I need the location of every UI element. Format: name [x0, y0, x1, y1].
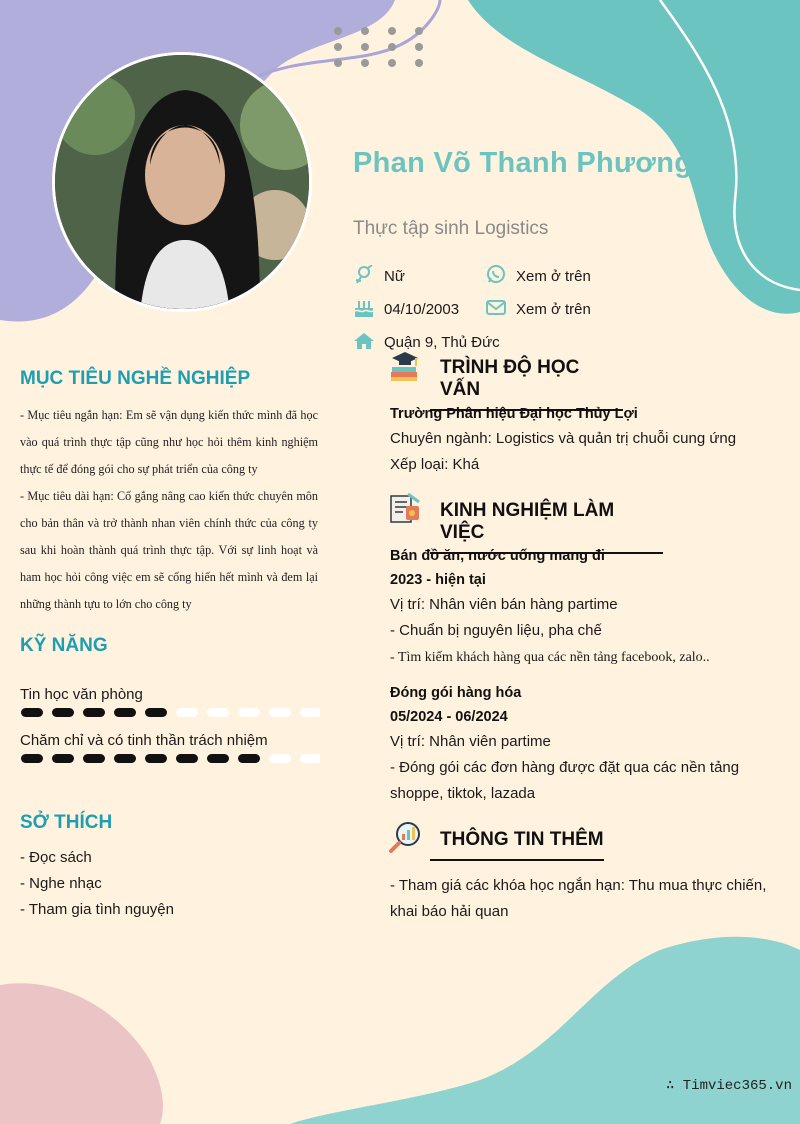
skill-dash-filled — [21, 708, 43, 717]
objective-heading: MỤC TIÊU NGHỀ NGHIỆP — [20, 368, 251, 389]
skill-dash-filled — [114, 754, 136, 763]
objective-long-term: - Mục tiêu dài hạn: Cố gắng nâng cao kiến thức chuyên môn cho bản thân và trở thành nhan viên chính thức của công ty sau khi hoàn thành quá trình thực tập. Với sự linh hoạt và ham học hỏi công việc em sẽ cống hiến hết mình và đem lại những thành tựu to lớn cho công ty — [20, 489, 318, 611]
additional-heading: THÔNG TIN THÊM — [430, 829, 604, 861]
education-school: Trường Phân hiệu Đại học Thủy Lợi — [390, 406, 638, 422]
education-icon — [388, 350, 422, 382]
skill-dash-filled — [238, 754, 260, 763]
skill-dash-filled — [207, 754, 229, 763]
hobby-item: - Đọc sách — [20, 849, 92, 866]
profile-photo — [52, 52, 312, 312]
objective-text — [20, 402, 318, 618]
skill-dash-empty — [207, 708, 229, 717]
education-grade: Xếp loại: Khá — [390, 456, 480, 473]
email-value: Xem ở trên — [516, 301, 591, 318]
education-heading: TRÌNH ĐỘ HỌC VẤN — [430, 357, 623, 411]
skill-dash-filled — [21, 754, 43, 763]
additional-text: - Tham giá các khóa học ngắn hạn: Thu mua thực chiến, khai báo hải quan — [390, 877, 767, 920]
skill-level-bar — [20, 752, 320, 766]
skills-heading: KỸ NĂNG — [20, 635, 108, 656]
skill-dash-empty — [269, 754, 291, 763]
phone-value: Xem ở trên — [516, 268, 591, 285]
search-chart-icon — [388, 820, 422, 854]
job-duty: - Tìm kiếm khách hàng qua các nền tảng facebook, zalo.. — [390, 650, 710, 665]
skill-label: Chăm chỉ và có tinh thần trách nhiệm — [20, 732, 268, 749]
skill-level-bar — [20, 706, 320, 720]
job-title: Thực tập sinh Logistics — [353, 218, 549, 239]
skill-dash-empty — [176, 708, 198, 717]
mail-icon — [485, 298, 507, 318]
job-duty: - Chuẩn bị nguyên liệu, pha chế — [390, 622, 602, 639]
job-company: Bán đồ ăn, nước uống mang đi — [390, 548, 605, 564]
skill-dash-filled — [145, 708, 167, 717]
objective-short-term: - Mục tiêu ngắn hạn: Em sẽ vận dụng kiến thức mình đã học vào quá trình thực tập cũng như học hỏi thêm kinh nghiệm thực tế để đóng gói cho sự phát triển của công ty — [20, 408, 318, 476]
experience-icon — [388, 492, 422, 524]
education-major: Chuyên ngành: Logistics và quản trị chuỗi cung ứng — [390, 430, 737, 447]
skill-dash-empty — [300, 754, 320, 763]
job-company: Đóng gói hàng hóa — [390, 685, 522, 701]
skill-dash-filled — [176, 754, 198, 763]
footer-brand: ∴ Timviec365.vn — [665, 1078, 792, 1094]
skill-dash-empty — [238, 708, 260, 717]
gender-icon — [353, 265, 375, 285]
skill-dash-empty — [300, 708, 320, 717]
birthday-value: 04/10/2003 — [384, 301, 460, 318]
skill-dash-filled — [145, 754, 167, 763]
skill-label: Tin học văn phòng — [20, 686, 143, 703]
whatsapp-icon — [485, 264, 507, 284]
job-position: Vị trí: Nhân viên partime — [390, 733, 551, 750]
cake-icon — [353, 298, 375, 318]
job-duty: - Đóng gói các đơn hàng được đặt qua các nền tảng shoppe, tiktok, lazada — [390, 759, 740, 802]
job-period: 05/2024 - 06/2024 — [390, 709, 508, 725]
skill-dash-empty — [269, 708, 291, 717]
experience-heading: KINH NGHIỆM LÀM VIỆC — [430, 500, 663, 554]
skill-dash-filled — [114, 708, 136, 717]
skill-dash-filled — [52, 754, 74, 763]
gender-value: Nữ — [384, 268, 405, 285]
job-period: 2023 - hiện tại — [390, 572, 486, 588]
candidate-name: Phan Võ Thanh Phương — [353, 147, 693, 179]
hobby-item: - Tham gia tình nguyện — [20, 901, 174, 918]
hobbies-heading: SỞ THÍCH — [20, 812, 113, 833]
skill-dash-filled — [83, 754, 105, 763]
job-position: Vị trí: Nhân viên bán hàng partime — [390, 596, 618, 613]
skill-dash-filled — [52, 708, 74, 717]
home-icon — [353, 331, 375, 351]
skill-dash-filled — [83, 708, 105, 717]
address-value: Quận 9, Thủ Đức — [384, 334, 500, 351]
hobby-item: - Nghe nhạc — [20, 875, 102, 892]
